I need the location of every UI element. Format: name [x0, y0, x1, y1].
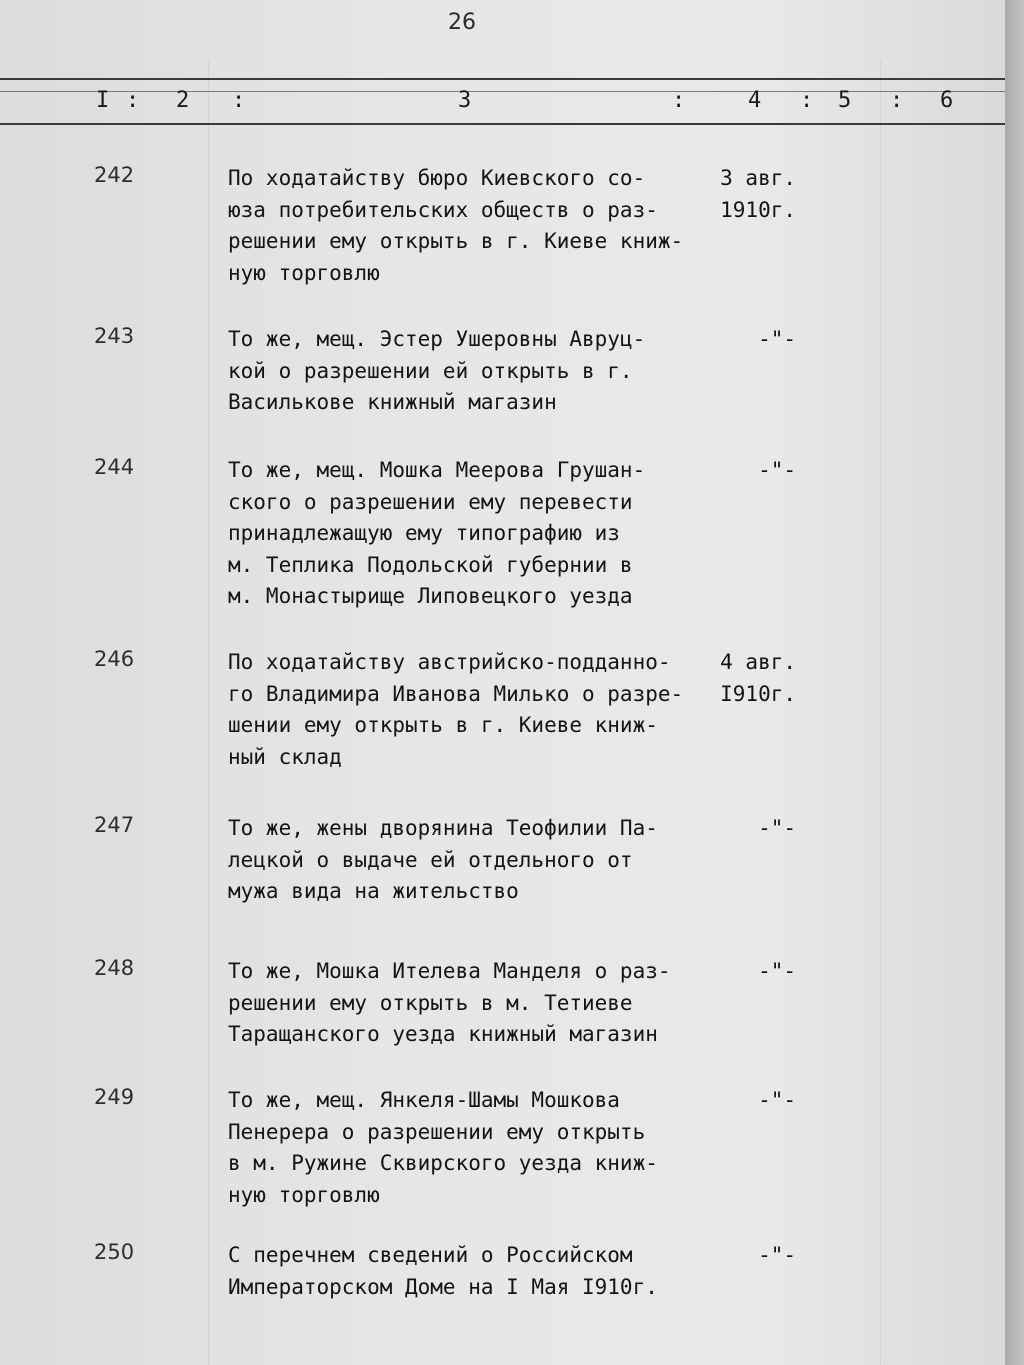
column-header-3: 3 — [458, 88, 473, 113]
entry-number: 246 — [94, 647, 135, 671]
entry-description: То же, мещ. Янкеля-Шамы Мошкова Пенерера о разрешении ему открыть в м. Ружине Сквирского уезда книж- ную торговлю — [228, 1088, 658, 1207]
header-rule-bottom — [0, 123, 1005, 125]
entry-date: -"- — [758, 1243, 796, 1267]
column-header-6: 6 — [940, 88, 955, 113]
column-separator: : — [890, 88, 904, 113]
column-divider — [208, 60, 209, 1365]
page-fold-shadow — [1005, 0, 1024, 1365]
entry-number: 250 — [94, 1240, 135, 1264]
page-number: 26 — [448, 10, 476, 35]
entry-date: 3 авг. 1910г. — [720, 166, 796, 222]
entry-description: То же, мещ. Эстер Ушеровны Авруц- кой о разрешении ей открыть в г. Василькове книжный магазин — [228, 327, 646, 414]
column-header-1: I — [96, 88, 111, 113]
column-separator: : — [126, 88, 140, 113]
column-divider — [880, 60, 881, 1365]
entry-number: 249 — [94, 1085, 135, 1109]
entry-number: 244 — [94, 455, 135, 479]
column-separator: : — [672, 88, 686, 113]
entry-date: -"- — [758, 327, 796, 351]
entry-number: 243 — [94, 324, 135, 348]
entry-description: То же, Мошка Ителева Манделя о раз- решении ему открыть в м. Тетиеве Таращанского уезда книжный магазин — [228, 959, 671, 1046]
entry-description: То же, жены дворянина Теофилии Па- лецкой о выдаче ей отдельного от мужа вида на жительство — [228, 816, 658, 903]
column-header-5: 5 — [838, 88, 853, 113]
entry-date: -"- — [758, 458, 796, 482]
entry-date: -"- — [758, 816, 796, 840]
entry-description: По ходатайству австрийско-подданно- го Владимира Иванова Милько о разре- шении ему открыть в г. Киеве книж- ный склад — [228, 650, 684, 769]
header-rule-inner — [0, 91, 1005, 92]
entry-date: 4 авг. I910г. — [720, 650, 796, 706]
entry-description: По ходатайству бюро Киевского со- юза потребительских обществ о раз- решении ему открыть в г. Киеве книж- ную торговлю — [228, 166, 684, 285]
entry-date: -"- — [758, 959, 796, 983]
column-separator: : — [232, 88, 246, 113]
entry-date: -"- — [758, 1088, 796, 1112]
entry-description: То же, мещ. Мошка Меерова Грушан- ского о разрешении ему перевести принадлежащую ему типографию из м. Теплика Подольской губернии в м. Монастырище Липовецкого уезда — [228, 458, 646, 608]
entry-number: 248 — [94, 956, 135, 980]
entry-description: С перечнем сведений о Российском Императорском Доме на I Мая I910г. — [228, 1243, 658, 1299]
column-header-2: 2 — [176, 88, 191, 113]
table-header — [0, 78, 1005, 126]
column-header-4: 4 — [748, 88, 763, 113]
column-separator: : — [800, 88, 814, 113]
header-rule-top — [0, 78, 1005, 80]
entry-number: 242 — [94, 163, 135, 187]
entry-number: 247 — [94, 813, 135, 837]
